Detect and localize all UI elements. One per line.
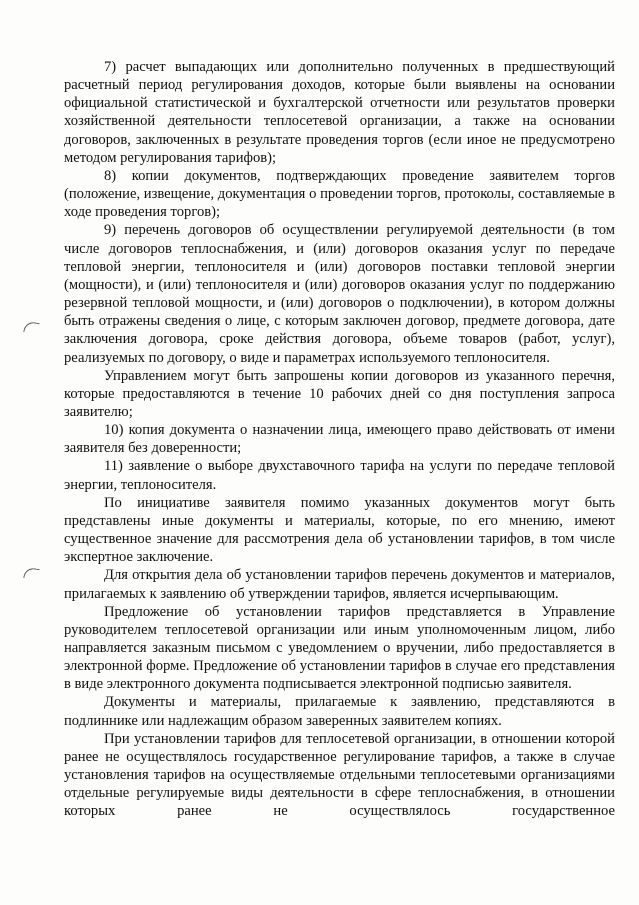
- paragraph-exhaustive-list: Для открытия дела об установлении тарифов перечень документов и материалов, прилагаемых к заявлению об утверждении тарифов, является исчерпывающим.: [64, 567, 615, 602]
- paragraph-item-8: 8) копии документов, подтверждающих проведение заявителем торгов (положение, извещение, документация о проведении торгов, протоколы, составляемые в ходе проведения торгов);: [64, 167, 615, 221]
- paragraph-additional-documents: По инициативе заявителя помимо указанных документов могут быть представлены иные документы и материалы, которые, по его мнению, имеют существенное значение для рассмотрения дела об установлении тарифов, в том числе экспертное заключение.: [64, 494, 615, 566]
- paragraph-copies: Документы и материалы, прилагаемые к заявлению, представляются в подлиннике или надлежащим образом заверенных заявителем копиях.: [64, 694, 615, 729]
- paragraph-item-9: 9) перечень договоров об осуществлении регулируемой деятельности (в том числе договоров теплоснабжения, и (или) договоров оказания услуг по передаче тепловой энергии, теплоносителя и (или) договоров поставки тепловой энергии (мощности), и (или) теплоносителя и (или) договоров оказания услуг по поддержанию резервной тепловой мощности, и (или) договоров о подключении), в котором должны быть отражены сведения о лице, с которым заключен договор, предмете договора, дате заключения договора, сроке действия договора, объеме товаров (работ, услуг), реализуемых по договору, о виде и параметрах используемого теплоносителя.: [64, 222, 615, 366]
- paragraph-new-organizations: При установлении тарифов для теплосетевой организации, в отношении которой ранее не осуществлялось государственное регулирование тарифов, а также в случае установления тарифов на осуществляемые отдельными теплосетевыми организациями отдельные регулируемые виды деятельности в сфере теплоснабжения, в отношении которых ранее не осуществлялось государственное: [64, 730, 615, 820]
- paragraph-item-11: 11) заявление о выборе двухставочного тарифа на услуги по передаче тепловой энергии, теплоносителя.: [64, 458, 615, 493]
- margin-bracket-mark: [23, 321, 39, 334]
- margin-bracket-mark: [23, 567, 39, 580]
- document-body: [64, 58, 615, 821]
- paragraph-item-7: 7) расчет выпадающих или дополнительно полученных в предшествующий расчетный период регулирования доходов, которые были выявлены на основании официальной статистической и бухгалтерской отчетности или результатов проверки хозяйственной деятельности теплосетевой организации, а также на основании договоров, заключенных в результате проведения торгов (если иное не предусмотрено методом регулирования тарифов);: [64, 59, 615, 166]
- paragraph-contracts-request: Управлением могут быть запрошены копии договоров из указанного перечня, которые предоставляются в течение 10 рабочих дней со дня поступления запроса заявителю;: [64, 367, 615, 420]
- paragraph-submission: Предложение об установлении тарифов представляется в Управление руководителем теплосетевой организации или иным уполномоченным лицом, либо направляется заказным письмом с уведомлением о вручении, либо предоставляется в электронной форме. Предложение об установлении тарифов в случае его представления в виде электронного документа подписывается электронной подписью заявителя.: [64, 603, 615, 693]
- paragraph-item-10: 10) копия документа о назначении лица, имеющего право действовать от имени заявителя без доверенности;: [64, 422, 615, 457]
